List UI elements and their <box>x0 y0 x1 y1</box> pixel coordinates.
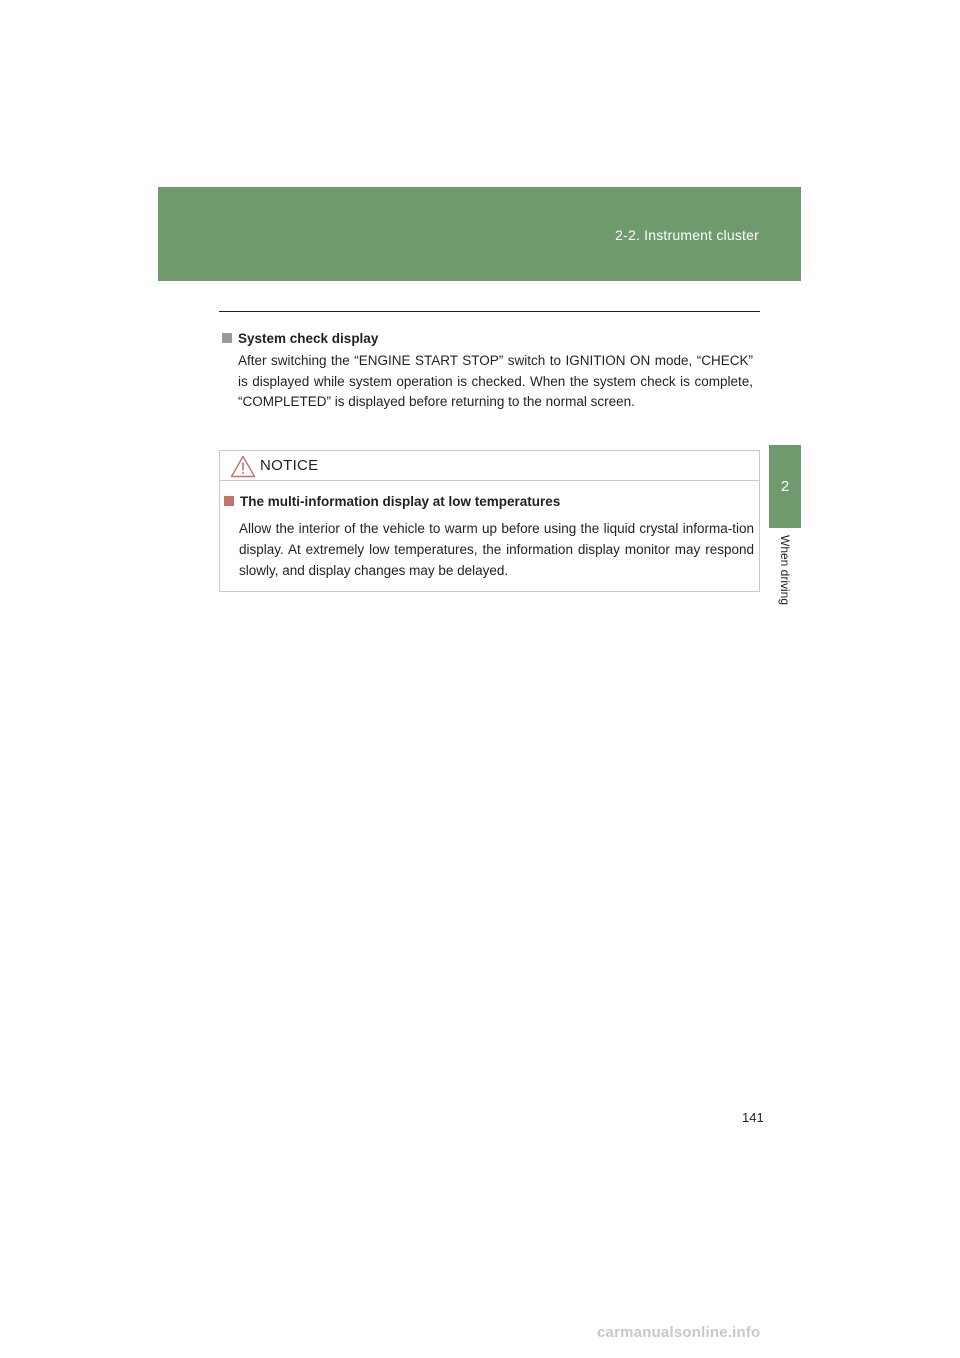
notice-title: NOTICE <box>260 457 319 474</box>
notice-heading <box>224 494 560 509</box>
chapter-tab <box>769 445 801 528</box>
page-number: 141 <box>742 1110 764 1125</box>
warning-triangle-icon <box>230 455 256 478</box>
notice-header <box>220 451 759 481</box>
notice-body: Allow the interior of the vehicle to warm up before using the liquid crystal informa-tion display. At extremely low temperatures, the information display monitor may respond slowly, and display changes may be delayed. <box>239 521 754 578</box>
section-body: After switching the “ENGINE START STOP” switch to IGNITION ON mode, “CHECK” is displayed while system operation is checked. When the system check is complete, “COMPLETED” is displayed before returning to the normal screen. <box>238 353 753 409</box>
notice-box <box>219 450 760 592</box>
section-heading-text: System check display <box>238 331 379 346</box>
header-band <box>158 187 801 281</box>
bullet-square-icon <box>222 333 232 343</box>
section-heading <box>222 331 378 346</box>
notice-heading-text: The multi-information display at low temperatures <box>240 494 561 509</box>
section-title: 2-2. Instrument cluster <box>615 227 759 243</box>
chapter-number: 2 <box>780 478 790 495</box>
section-rule <box>219 311 760 312</box>
bullet-square-icon <box>224 496 234 506</box>
watermark: carmanualsonline.info <box>597 1324 761 1341</box>
chapter-label: When driving <box>778 535 792 606</box>
